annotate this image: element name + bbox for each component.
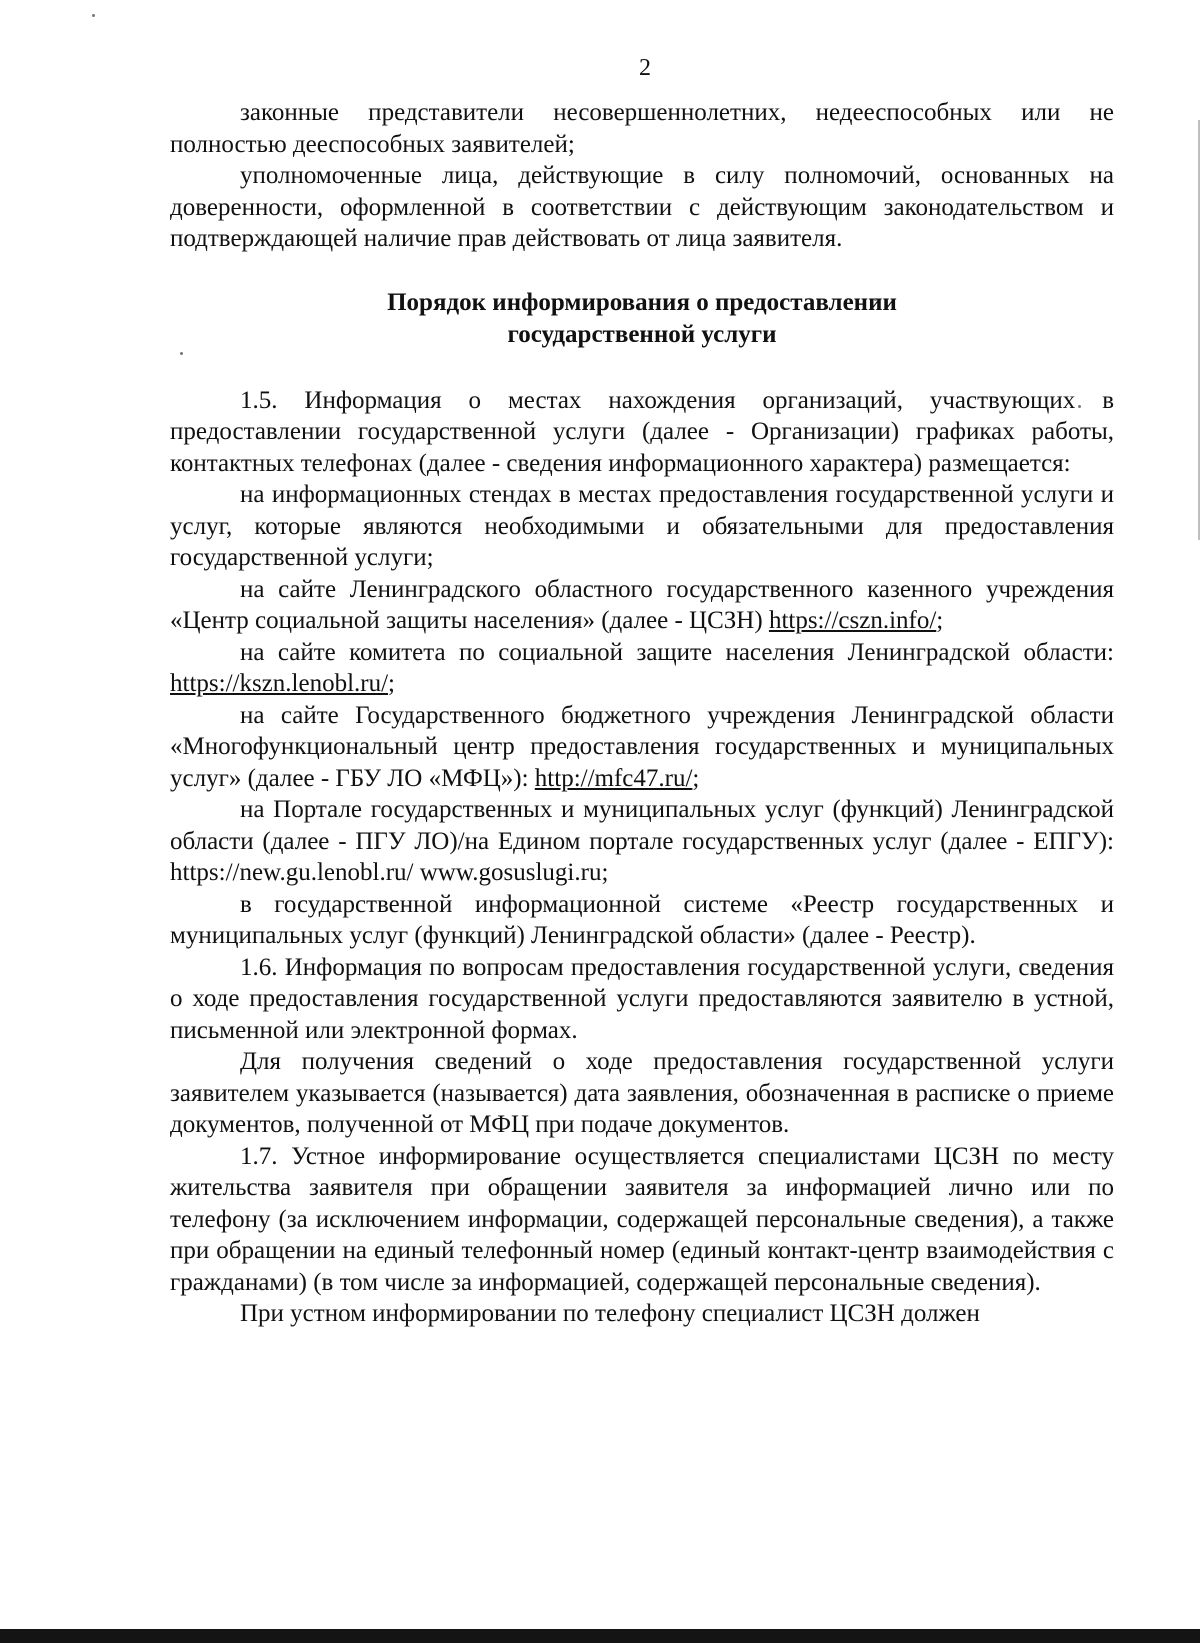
cszn-link[interactable]: https://cszn.info/ [768,607,937,634]
paragraph-authorized-persons: уполномоченные лица, действующие в силу полномочий, основанных на доверенности, оформленной в соответствии с действующим законодательством и подтверждающей наличие прав действовать от лица заявителя. [170,162,1114,252]
cszn-text: на сайте Ленинградского областного государственного казенного учреждения «Центр социальной защиты населения» (далее - ЦСЗН) [170,575,1114,634]
section-heading [170,287,1114,351]
mfc-text: на сайте Государственного бюджетного учреждения Ленинградской области «Многофункциональный центр предоставления государственных и муниципальных услуг» (далее - ГБУ ЛО «МФЦ»): [170,701,1114,792]
paragraph-cszn-site [170,574,1114,637]
paragraph-1-7: 1.7. Устное информирование осуществляется специалистами ЦСЗН по месту жительства заявителя при обращении заявителя за информацией лично или по телефону (за исключением информации, содержащей персональные сведения), а также при обращении на единый телефонный номер (единый контакт-центр взаимодействия с гражданами) (в том числе за информацией, содержащей персональные сведения). [170,1142,1114,1296]
mfc-link[interactable]: http://mfc47.ru/ [534,764,693,792]
kszn-link[interactable]: https://kszn.lenobl.ru/ [170,670,389,697]
scan-speck [92,14,95,17]
paragraph-1-5: 1.5. Информация о местах нахождения организаций, участвующих в предоставлении государственной услуги (далее - Организации) графиках работы, контактных телефонах (далее - сведения информационного характера) размещается: [170,386,1114,477]
document-body [170,97,1114,1330]
paragraph-1-6: 1.6. Информация по вопросам предоставления государственной услуги, сведения о ходе предоставления государственной услуги предоставляются заявителю в устной, письменной или электронной формах. [170,953,1114,1044]
paragraph-registry: в государственной информационной системе «Реестр государственных и муниципальных услуг (функций) Ленинградской области» (далее - Реестр). [170,890,1114,949]
section-heading-line-2: государственной услуги [507,320,777,348]
kszn-tail: ; [388,670,395,697]
paragraph-mfc-site [170,700,1114,795]
mfc-tail: ; [692,764,700,792]
page-number: 2 [639,55,651,81]
section-heading-line-1: Порядок информирования о предоставлении [387,288,897,316]
cszn-tail: ; [936,607,944,634]
paragraph-legal-representatives: законные представители несовершеннолетних, недееспособных или не полностью дееспособных заявителей; [170,99,1114,158]
paragraph-status-info: Для получения сведений о ходе предоставления государственной услуги заявителем указывается (называется) дата заявления, обозначенная в расписке о приеме документов, полученной от МФЦ при подаче документов. [170,1048,1114,1138]
paragraph-phone-info: При устном информировании по телефону специалист ЦСЗН должен [240,1300,980,1327]
kszn-text: на сайте комитета по социальной защите населения Ленинградской области: [240,638,1114,666]
paragraph-kszn-site [170,637,1114,700]
paragraph-portal: на Портале государственных и муниципальных услуг (функций) Ленинградской области (далее - ПГУ ЛО)/на Едином портале государственных услуг (далее - ЕПГУ): https://new.gu.lenobl.ru/ www.gosuslugi.ru; [170,796,1114,886]
scan-bottom-edge [0,1629,1200,1643]
paragraph-info-stands: на информационных стендах в местах предоставления государственной услуги и услуг, которые являются необходимыми и обязательными для предоставления государственной услуги; [170,481,1114,571]
